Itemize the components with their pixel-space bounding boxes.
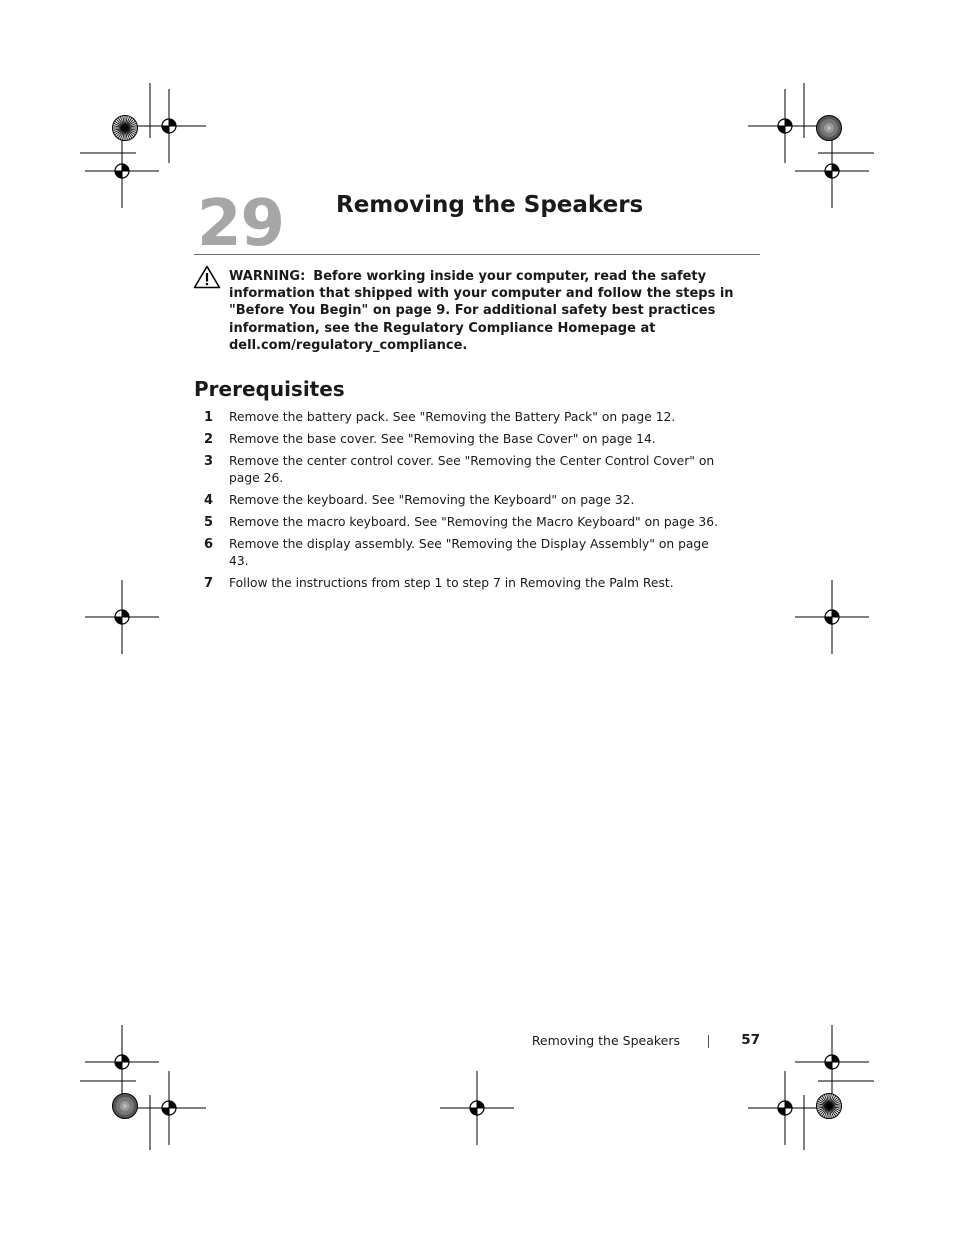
registration-mark-icon — [85, 134, 159, 208]
registration-mark-icon — [795, 134, 869, 208]
registration-mark-icon — [748, 1071, 822, 1145]
step-text: Remove the display assembly. See "Removing the Display Assembly" on page 43. — [229, 537, 709, 568]
chapter-title: Removing the Speakers — [336, 192, 644, 218]
registration-mark-icon — [748, 89, 822, 163]
step-number: 4 — [204, 493, 214, 508]
step-text: Follow the instructions from step 1 to step 7 in Removing the Palm Rest. — [229, 576, 674, 590]
registration-mark-icon — [795, 580, 869, 654]
step-text: Remove the center control cover. See "Removing the Center Control Cover" on page 26. — [229, 454, 715, 485]
warning-message — [229, 268, 759, 354]
step-number: 6 — [204, 537, 214, 552]
footer-chapter-title: Removing the Speakers — [531, 1033, 680, 1048]
step-text: Remove the battery pack. See "Removing the Battery Pack" on page 12. — [229, 410, 676, 424]
registration-mark-icon — [85, 580, 159, 654]
registration-mark-icon — [795, 1025, 869, 1099]
registration-mark-icon — [132, 1071, 206, 1145]
list-item — [194, 492, 760, 509]
step-number: 7 — [204, 576, 214, 591]
footer-separator — [708, 1035, 709, 1048]
step-number: 5 — [204, 515, 214, 530]
step-text: Remove the base cover. See "Removing the Base Cover" on page 14. — [229, 432, 656, 446]
warning-label: WARNING: — [229, 269, 306, 284]
list-item — [194, 536, 760, 570]
starburst-icon — [113, 1094, 138, 1119]
step-number: 2 — [204, 432, 214, 447]
registration-mark-icon — [440, 1071, 514, 1145]
starburst-icon — [817, 116, 842, 141]
step-text: Remove the macro keyboard. See "Removing the Macro Keyboard" on page 36. — [229, 515, 718, 529]
list-item — [194, 514, 760, 531]
step-number: 1 — [204, 410, 214, 425]
starburst-icon — [817, 1094, 842, 1119]
list-item — [194, 575, 760, 592]
list-item — [194, 453, 760, 487]
warning-icon — [193, 265, 221, 289]
registration-mark-icon — [85, 1025, 159, 1099]
list-item — [194, 409, 760, 426]
title-divider — [194, 254, 760, 255]
starburst-icon — [113, 116, 138, 141]
warning-body: Before working inside your computer, read the safety information that shipped with your computer and follow the steps in "Before You Begin" on page 9. For additional safety best practices information, see the Regulatory Compliance Homepage at dell.com/regulatory_compliance. — [229, 269, 734, 353]
chapter-number: 29 — [197, 187, 285, 261]
list-item — [194, 431, 760, 448]
step-text: Remove the keyboard. See "Removing the Keyboard" on page 32. — [229, 493, 635, 507]
prerequisites-list — [194, 409, 760, 597]
page-number: 57 — [741, 1032, 760, 1048]
registration-mark-icon — [132, 89, 206, 163]
step-number: 3 — [204, 454, 214, 469]
section-heading-prerequisites: Prerequisites — [194, 377, 345, 401]
